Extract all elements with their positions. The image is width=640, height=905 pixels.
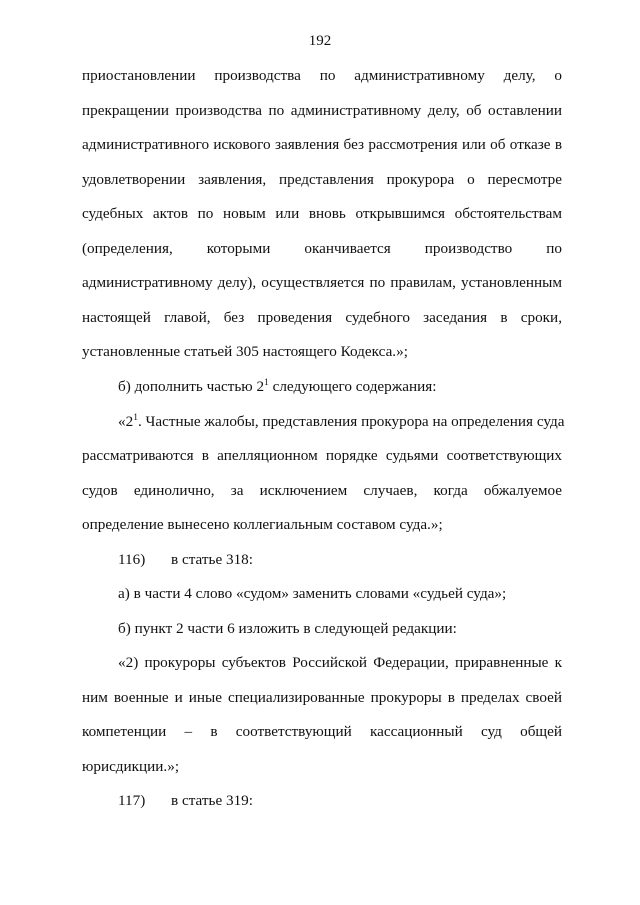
text-fragment: следующего содержания: <box>268 378 437 395</box>
text-line: судебных актов по новым или вновь открывшимся обстоятельствам <box>82 205 562 222</box>
text-line: административному делу), осуществляется по правилам, установленным <box>82 274 562 291</box>
text-line: ним военные и иные специализированные прокуроры в пределах своей <box>82 689 562 706</box>
text-fragment: . Частные жалобы, представления прокурора на определения суда <box>137 413 565 430</box>
text-line: прекращении производства по административному делу, об оставлении <box>82 102 562 119</box>
superscript: 1 <box>133 413 138 423</box>
text-line: судов единолично, за исключением случаев, когда обжалуемое <box>82 482 562 499</box>
item-text: в статье 319: <box>171 792 253 809</box>
paragraph-b-318: б) пункт 2 части 6 изложить в следующей редакции: <box>118 620 457 637</box>
text-line: настоящей главой, без проведения судебного заседания в сроки, <box>82 309 562 326</box>
quoted-part-2-1 <box>118 412 565 432</box>
text-line: удовлетворении заявления, представления прокурора о пересмотре <box>82 171 562 188</box>
text-fragment: б) дополнить частью 2 <box>118 378 265 395</box>
page-number: 192 <box>308 33 332 49</box>
list-item-117 <box>118 791 562 811</box>
text-line: приостановлении производства по административному делу, о <box>82 67 562 84</box>
text-line: рассматриваются в апелляционном порядке судьями соответствующих <box>82 447 562 464</box>
text-line: административного искового заявления без рассмотрения или об отказе в <box>82 136 562 153</box>
text-line: юрисдикции.»; <box>82 758 180 775</box>
text-line: компетенции – в соответствующий кассационный суд общей <box>82 723 562 740</box>
superscript: 1 <box>264 378 269 388</box>
item-number: 116) <box>118 551 146 568</box>
list-item-116 <box>118 550 562 570</box>
text-line: установленные статьей 305 настоящего Кодекса.»; <box>82 343 408 360</box>
text-fragment: «2 <box>118 413 134 430</box>
text-line: определение вынесено коллегиальным составом суда.»; <box>82 516 443 533</box>
item-number: 117) <box>118 792 146 809</box>
item-text: в статье 318: <box>171 551 253 568</box>
text-line: (определения, которыми оканчивается производство по <box>82 240 562 257</box>
paragraph-b-add-part <box>118 377 562 397</box>
paragraph-a-318: а) в части 4 слово «судом» заменить словами «судьей суда»; <box>118 585 507 602</box>
text-line: «2) прокуроры субъектов Российской Федерации, приравненные к <box>118 654 562 671</box>
